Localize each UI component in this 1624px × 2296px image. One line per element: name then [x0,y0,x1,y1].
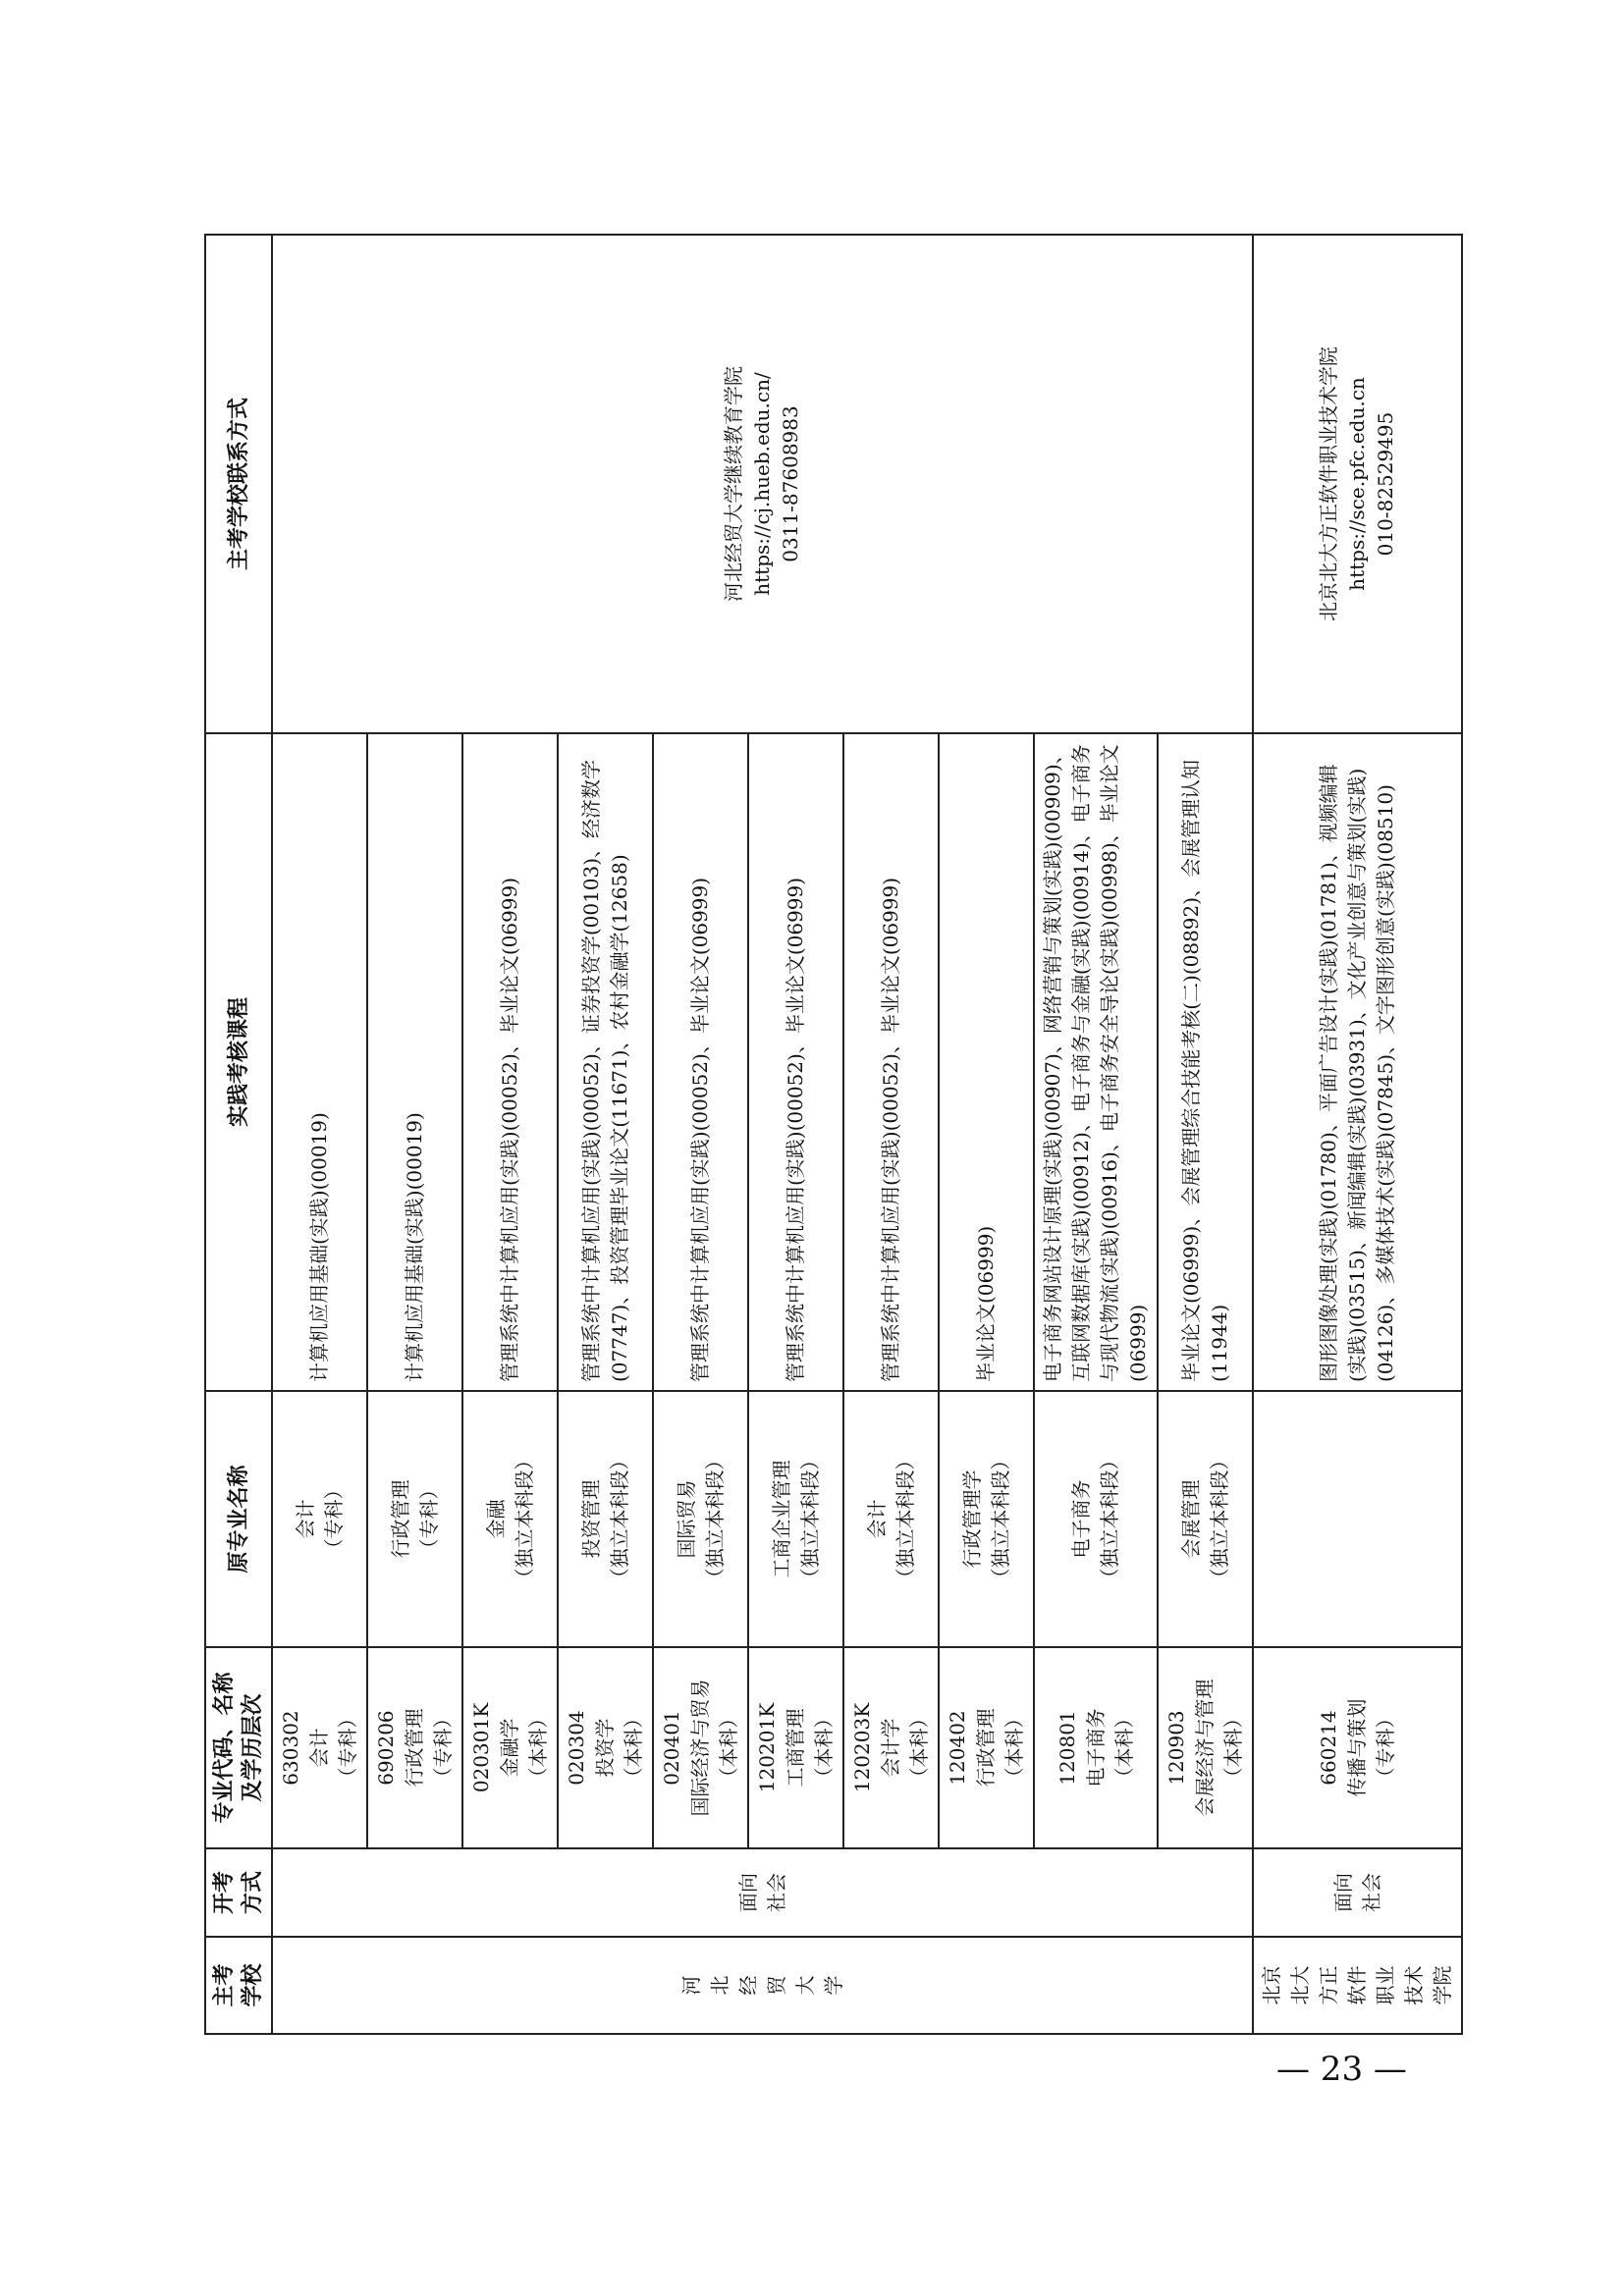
practice-cell: 毕业论文(06999) [939,733,1034,1391]
major-cell: 020401 国际经济与贸易 （本科） [653,1647,748,1848]
original-major-cell: 会计 （专科） [272,1391,367,1647]
original-major-cell: 国际贸易 （独立本科段） [653,1391,748,1647]
original-major-cell: 行政管理学 （独立本科段） [939,1391,1034,1647]
major-cell: 690206 行政管理 （专科） [367,1647,462,1848]
mode-cell: 面向 社会 [272,1848,1253,1937]
school-cell: 河 北 经 贸 大 学 [272,1937,1253,2034]
original-major-cell: 会展管理 （独立本科段） [1158,1391,1253,1647]
page-number: — 23 — [1276,2050,1407,2089]
major-cell: 630302 会计 （专科） [272,1647,367,1848]
practice-exam-table [204,234,1463,2035]
practice-cell: 图形图像处理(实践)(01780)、平面广告设计(实践)(01781)、视频编辑(实践)(03515)、新闻编辑(实践)(03931)、文化产业创意与策划(实践)(04126)、多媒体技术(实践)(07845)、文字图形创意(实践)(08510) [1253,733,1462,1391]
practice-cell: 管理系统中计算机应用(实践)(00052)、毕业论文(06999) [843,733,939,1391]
original-major-cell: 会计 （独立本科段） [843,1391,939,1647]
major-cell: 020301K 金融学 （本科） [462,1647,558,1848]
practice-cell: 毕业论文(06999)、会展管理综合技能考核(二)(08892)、会展管理认知(11944) [1158,733,1253,1391]
table-row [1253,235,1462,2034]
practice-cell: 管理系统中计算机应用(实践)(00052)、毕业论文(06999) [653,733,748,1391]
rotated-table-container [204,236,1454,2035]
original-major-cell [1253,1391,1462,1647]
practice-cell: 计算机应用基础(实践)(00019) [272,733,367,1391]
header-major: 专业代码、名称 及学历层次 [205,1647,272,1848]
practice-cell: 计算机应用基础(实践)(00019) [367,733,462,1391]
original-major-cell: 工商企业管理 （独立本科段） [748,1391,843,1647]
practice-cell: 电子商务网站设计原理(实践)(00907)、网络营销与策划(实践)(00909)、互联网数据库(实践)(00912)、电子商务与金融(实践)(00914)、电子商务与现代物流(实践)(00916)、电子商务安全导论(实践)(00998)、毕业论文(06999) [1034,733,1158,1391]
original-major-cell: 行政管理 （专科） [367,1391,462,1647]
header-row [205,235,272,2034]
table-row [272,235,367,2034]
practice-cell: 管理系统中计算机应用(实践)(00052)、毕业论文(06999) [748,733,843,1391]
header-original-major: 原专业名称 [205,1391,272,1647]
major-cell: 120201K 工商管理 （本科） [748,1647,843,1848]
contact-cell: 河北经贸大学继续教育学院 https://cj.hueb.edu.cn/ 0311-87608983 [272,235,1253,733]
practice-cell: 管理系统中计算机应用(实践)(00052)、毕业论文(06999) [462,733,558,1391]
major-cell: 120402 行政管理 （本科） [939,1647,1034,1848]
original-major-cell: 金融 （独立本科段） [462,1391,558,1647]
major-cell: 120903 会展经济与管理 （本科） [1158,1647,1253,1848]
major-cell: 660214 传播与策划 （专科） [1253,1647,1462,1848]
major-cell: 120203K 会计学 （本科） [843,1647,939,1848]
contact-cell: 北京北大方正软件职业技术学院 https://sce.pfc.edu.cn 010-82529495 [1253,235,1462,733]
practice-cell: 管理系统中计算机应用(实践)(00052)、证券投资学(00103)、经济数学(07747)、投资管理毕业论文(11671)、农村金融学(12658) [558,733,653,1391]
major-cell: 020304 投资学 （本科） [558,1647,653,1848]
mode-cell: 面向 社会 [1253,1848,1462,1937]
school-cell: 北京 北大 方正 软件 职业 技术 学院 [1253,1937,1462,2034]
header-contact: 主考学校联系方式 [205,235,272,733]
original-major-cell: 投资管理 （独立本科段） [558,1391,653,1647]
header-practice-courses: 实践考核课程 [205,733,272,1391]
header-mode: 开考 方式 [205,1848,272,1937]
header-school: 主考 学校 [205,1937,272,2034]
major-cell: 120801 电子商务 （本科） [1034,1647,1158,1848]
original-major-cell: 电子商务 （独立本科段） [1034,1391,1158,1647]
